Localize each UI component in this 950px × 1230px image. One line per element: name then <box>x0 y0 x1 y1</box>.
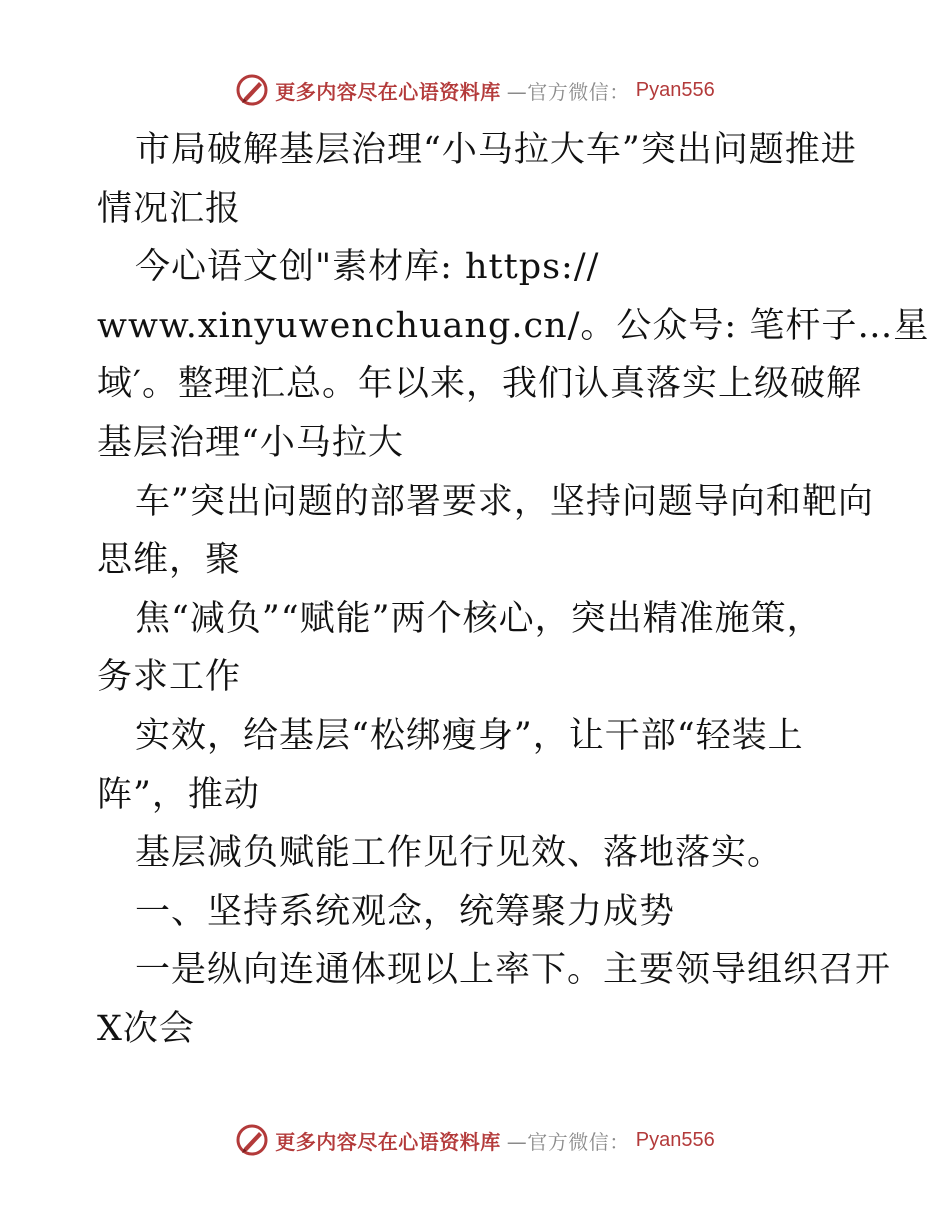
pen-logo-icon <box>235 1123 269 1157</box>
body-line: 基层治理“小马拉大 <box>97 422 404 463</box>
banner-title: 更多内容尽在心语资料库 <box>275 1129 501 1154</box>
banner-title: 更多内容尽在心语资料库 <box>275 79 501 104</box>
body-line: 域′。整理汇总。年以来，我们认真落实上级破解 <box>97 364 862 405</box>
body-line: 思维，聚 <box>97 540 242 581</box>
title-line-1: 市局破解基层治理“小马拉大车”突出问题推进 <box>135 130 857 170</box>
banner-account: Pyan556 <box>635 1128 715 1151</box>
pen-logo-icon <box>235 73 269 107</box>
header-banner <box>0 70 950 110</box>
body-line: 今心语文创"素材库: https:// <box>135 247 600 288</box>
body-line: 实效，给基层“松绑瘦身”，让干部“轻装上 <box>135 715 804 756</box>
title-line-2: 情况汇报 <box>97 188 242 229</box>
body-line: 焦“减负”“赋能”两个核心，突出精准施策， <box>135 598 823 639</box>
banner-separator: —官方微信： <box>506 1129 630 1154</box>
footer-banner <box>0 1120 950 1160</box>
body-line: 车”突出问题的部署要求，坚持问题导向和靶向 <box>135 481 874 522</box>
banner-separator: —官方微信： <box>506 79 630 104</box>
body-line: www.xinyuwenchuang.cn/。公众号: 笔杆子…星 <box>97 305 930 346</box>
document-body <box>97 121 930 1059</box>
section-heading: 一、坚持系统观念，统筹聚力成势 <box>135 891 676 932</box>
body-line: 基层减负赋能工作见行见效、落地落实。 <box>135 833 784 874</box>
body-line: 阵”，推动 <box>97 774 260 815</box>
body-line: X次会 <box>97 1008 195 1049</box>
banner-account: Pyan556 <box>635 78 715 101</box>
body-line: 一是纵向连通体现以上率下。主要领导组织召开 <box>135 950 892 991</box>
body-line: 务求工作 <box>97 657 242 698</box>
